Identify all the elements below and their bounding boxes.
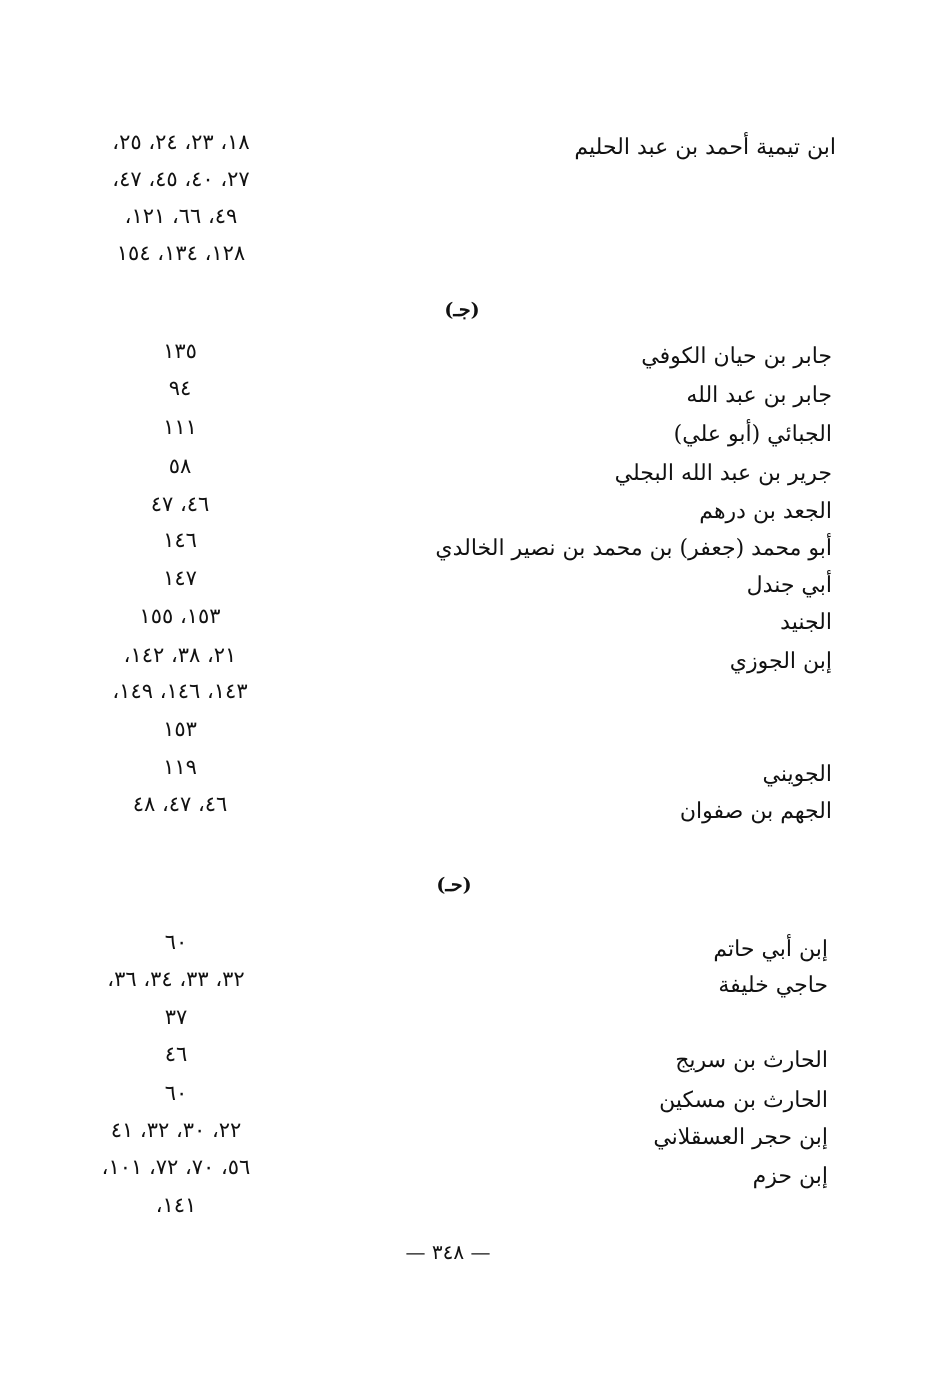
page-refs-line: ١٣٥: [163, 339, 197, 363]
section-heading-ha: (حـ): [436, 874, 472, 896]
index-entry: إبن حجر العسقلاني: [653, 1125, 828, 1150]
index-entry: جابر بن عبد الله: [686, 383, 832, 408]
index-entry: أبو محمد (جعفر) بن محمد بن نصير الخالدي: [435, 536, 832, 561]
page-refs-line: ٥٦، ٧٠، ٧٢، ١٠١،: [101, 1155, 251, 1179]
index-entry: جرير بن عبد الله البجلي: [614, 461, 832, 486]
index-entry: الجهم بن صفوان: [679, 799, 832, 824]
page-refs-line: ٢٧، ٤٠، ٤٥، ٤٧،: [112, 167, 250, 191]
page-refs-line: ٦٠: [164, 1081, 188, 1105]
page-refs-line: ١٤٦: [163, 528, 197, 552]
index-entry: الحارث بن سريج: [675, 1048, 828, 1073]
index-entry: إبن أبي حاتم: [713, 937, 828, 962]
page-refs-line: ١٤٧: [163, 566, 197, 590]
index-entry: جابر بن حيان الكوفي: [641, 344, 832, 369]
page-refs-line: ٤٩، ٦٦، ١٢١،: [124, 204, 238, 228]
page-refs-line: ١٤١،: [155, 1193, 197, 1217]
index-entry: إبن حزم: [752, 1164, 828, 1189]
index-entry: حاجي خليفة: [718, 973, 828, 998]
index-entry: أبي جندل: [746, 573, 832, 598]
section-heading-jim: (جـ): [444, 299, 480, 321]
page-refs-line: ٥٨: [168, 454, 192, 478]
index-entry: الجعد بن درهم: [699, 499, 832, 524]
page-refs-line: ٩٤: [168, 376, 192, 400]
page-refs-line: ٤٦، ٤٧: [150, 492, 210, 516]
index-entry: الحارث بن مسكين: [659, 1088, 828, 1113]
index-entry: الجبائي (أبو علي): [673, 422, 832, 447]
page-refs-line: ١١٩: [163, 755, 197, 779]
page-refs-line: ١٢٨، ١٣٤، ١٥٤: [116, 241, 246, 265]
page-refs-line: ١٥٣: [163, 717, 197, 741]
index-entry: إبن الجوزي: [729, 649, 832, 674]
page-refs-line: ٢٢، ٣٠، ٣٢، ٤١: [110, 1118, 242, 1142]
page-refs-line: ٣٢، ٣٣، ٣٤، ٣٦،: [107, 967, 245, 991]
page-refs-line: ١٨، ٢٣، ٢٤، ٢٥،: [112, 130, 250, 154]
index-entry: الجنيد: [780, 610, 832, 635]
page-refs-line: ١٤٣، ١٤٦، ١٤٩،: [112, 679, 248, 703]
page-refs-line: ٢١، ٣٨، ١٤٢،: [123, 643, 237, 667]
index-entry: الجويني: [762, 762, 832, 787]
page-refs-line: ٤٦: [164, 1042, 188, 1066]
page-refs-line: ١٥٣، ١٥٥: [139, 604, 221, 628]
index-entry-ibn-taymiyya: ابن تيمية أحمد بن عبد الحليم: [574, 135, 836, 160]
page-refs-line: ٦٠: [164, 930, 188, 954]
page-refs-line: ٣٧: [164, 1005, 188, 1029]
page-refs-line: ٤٦، ٤٧، ٤٨: [132, 792, 228, 816]
page-refs-line: ١١١: [163, 415, 197, 439]
page-number: — ٣٤٨ —: [405, 1240, 491, 1264]
